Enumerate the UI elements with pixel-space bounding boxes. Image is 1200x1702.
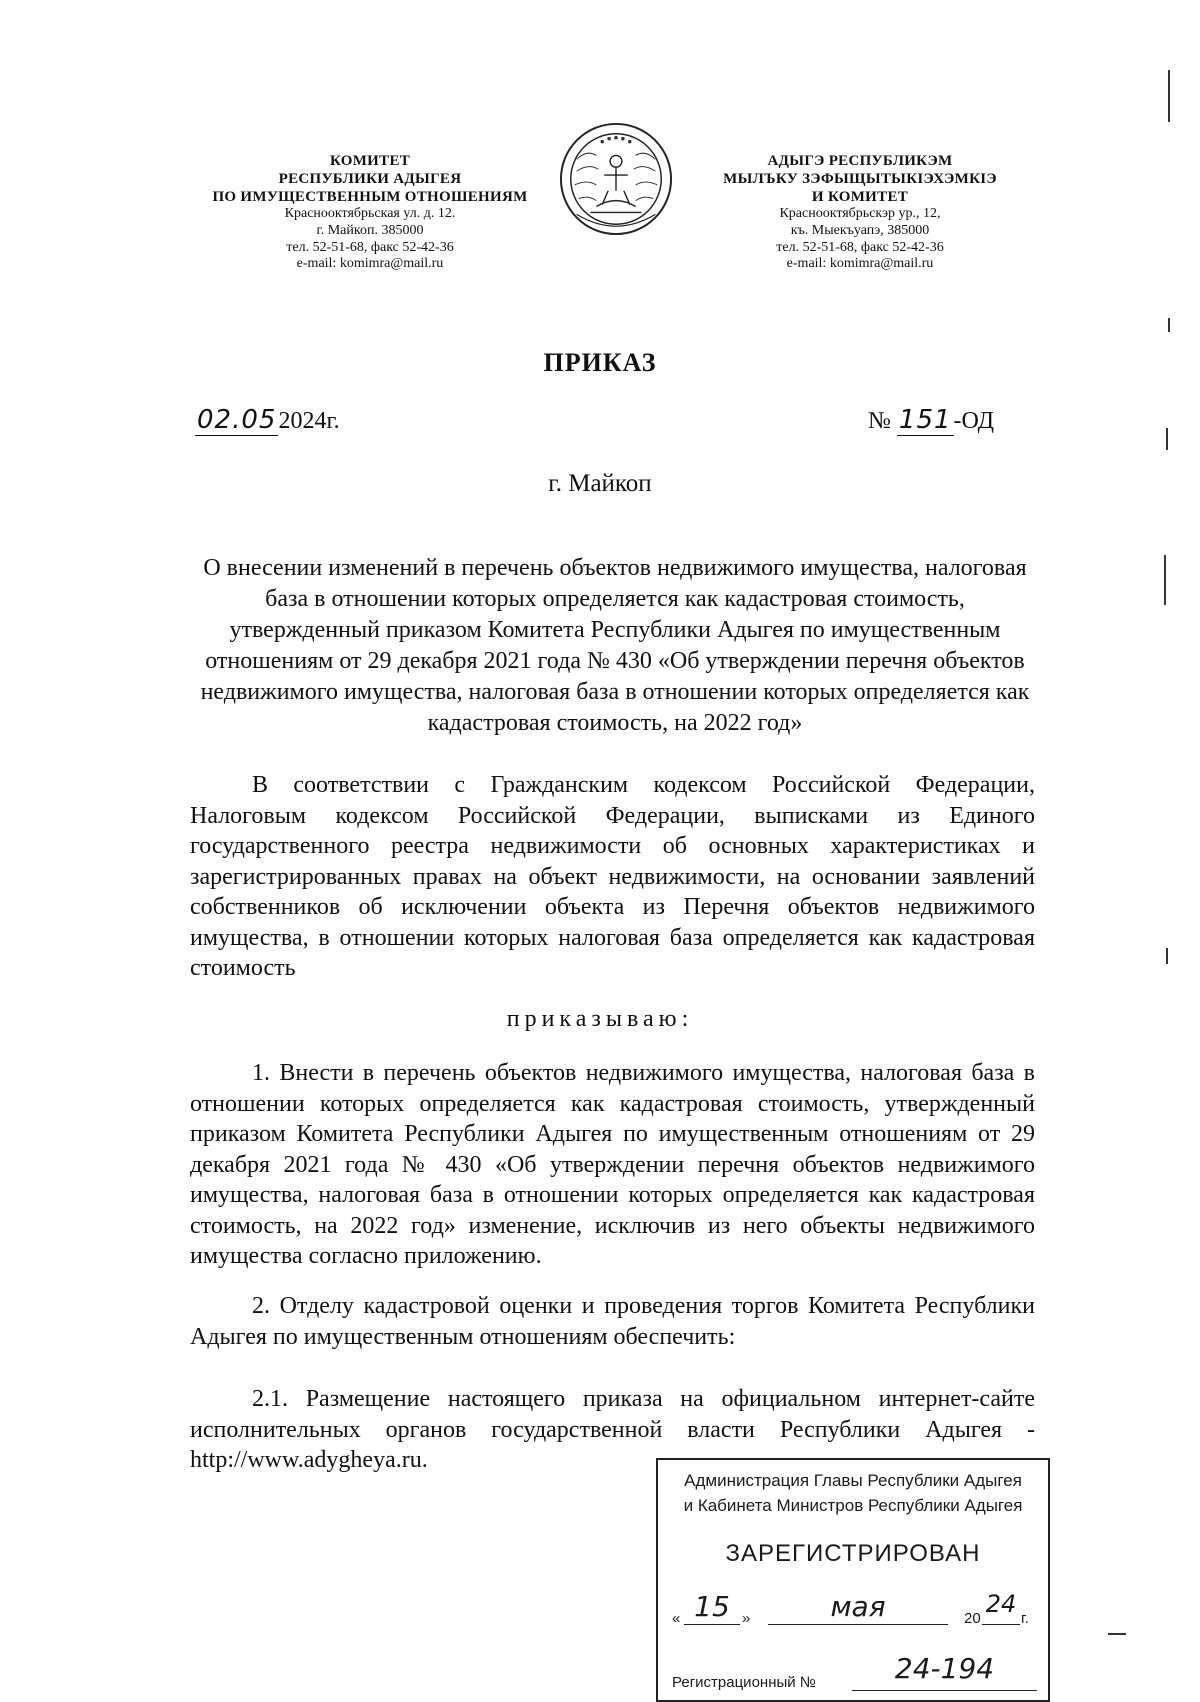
stamp-authority-line: Администрация Главы Республики Адыгея (684, 1471, 1022, 1490)
scan-artifact (1164, 555, 1166, 605)
org-name-line: ПО ИМУЩЕСТВЕННЫМ ОТНОШЕНИЯМ (212, 189, 528, 205)
clause-1: 1. Внести в перечень объектов недвижимого имущества, налоговая база в отношении которых определяется как кадастровая стоимость, утвержденный приказом Комитета Республики Адыгея по имущественным отношениям от 29 декабря 2021 года № 430 «Об утверждении перечня объектов недвижимого имущества, налоговая база в отношении которых определяется как кадастровая стоимость, на 2022 год» изменение, исключив из него объекты недвижимого имущества согласно приложению. (190, 1060, 1035, 1269)
clause-2: 2. Отделу кадастровой оценки и проведения торгов Комитета Республики Адыгея по имущественным отношениям обеспечить: (190, 1293, 1035, 1350)
org-name-line: РЕСПУБЛИКИ АДЫГЕЯ (278, 171, 462, 187)
stamp-reg-number: 24-194 (894, 1652, 995, 1685)
document-subject: О внесении изменений в перечень объектов недвижимого имущества, налоговая база в отношении которых определяется как кадастровая стоимость, утвержденный приказом Комитета Республики Адыгея по имущественным отношениям от 29 декабря 2021 года № 430 «Об утверждении перечня объектов недвижимого имущества, налоговая база в отношении которых определяется как кадастровая стоимость, на 2022 год» (200, 555, 1030, 736)
date-year: 2024г. (278, 408, 340, 434)
stamp-day-field (684, 1590, 740, 1625)
clause-2-1-text: 2.1. Размещение настоящего приказа на официальном интернет-сайте исполнительных органов государственной власти Республики Адыгея - http://www.adygheya.ru. (190, 1386, 1035, 1473)
address-line: e-mail: komimra@mail.ru (786, 256, 934, 272)
address-line: Краснооктябрьская ул. д. 12. (284, 206, 456, 221)
handwritten-date: 02.05 (197, 405, 277, 435)
org-name-line: КОМИТЕТ (329, 153, 411, 169)
stamp-quote-open: « (672, 1610, 681, 1627)
stamp-year-g: г. (1021, 1610, 1029, 1627)
stamp-status: ЗАРЕГИСТРИРОВАН (725, 1540, 981, 1567)
scan-artifact (1166, 948, 1168, 964)
document-number (868, 405, 994, 436)
org-name-line: АДЫГЭ РЕСПУБЛИКЭМ (767, 153, 953, 169)
coat-of-arms-emblem (557, 120, 675, 238)
stamp-day: 15 (694, 1590, 730, 1623)
document-title: ПРИКАЗ (543, 348, 657, 377)
scan-artifact (1168, 318, 1170, 332)
header-right-block (690, 152, 1030, 273)
address-line: Краснооктябрьскэр ур., 12, (779, 206, 941, 221)
stamp-reg-field (852, 1652, 1037, 1691)
basis-paragraph: В соответствии с Гражданским кодексом Российской Федерации, Налоговым кодексом Российской Федерации, выписками из Единого государственного реестра недвижимости об основных характеристиках и зарегистрированных правах на объект недвижимости, на основании заявлений собственников об исключении объекта из Перечня объектов недвижимого имущества, в отношении которых налоговая база определяется как кадастровая стоимость (190, 772, 1035, 981)
address-line: e-mail: komimra@mail.ru (296, 256, 444, 272)
order-word: приказываю: (506, 1006, 694, 1032)
document-date (195, 405, 340, 436)
stamp-reg-label: Регистрационный № (672, 1674, 816, 1691)
stamp-month: мая (830, 1590, 886, 1623)
scan-artifact (1108, 1633, 1126, 1635)
stamp-year: 24 (985, 1590, 1017, 1618)
handwritten-number: 151 (898, 405, 952, 435)
address-line: тел. 52-51-68, факс 52-42-36 (776, 239, 944, 255)
stamp-month-field (768, 1590, 948, 1625)
registration-stamp (656, 1458, 1050, 1702)
scan-artifact (1168, 70, 1170, 122)
document-city: г. Майкоп (548, 470, 652, 497)
org-name-line: И КОМИТЕТ (811, 189, 909, 205)
address-line: тел. 52-51-68, факс 52-42-36 (286, 239, 454, 255)
header-left-block (180, 152, 560, 273)
address-line: г. Майкоп. 385000 (316, 222, 424, 238)
stamp-quote-close: » (742, 1610, 751, 1627)
stamp-year-prefix: 20 (964, 1610, 981, 1627)
number-suffix: -ОД (953, 408, 995, 434)
stamp-authority-line: и Кабинета Министров Республики Адыгея (683, 1496, 1023, 1515)
address-line: къ. Мыекъуапэ, 385000 (790, 222, 930, 238)
number-sign: № (868, 408, 891, 434)
org-name-line: МЫЛЪКУ ЗЭФЫЩЫТЫКIЭХЭМКIЭ (723, 171, 997, 187)
stamp-year-field (982, 1590, 1020, 1625)
stamp-authority (658, 1468, 1048, 1518)
scan-artifact (1166, 428, 1168, 450)
